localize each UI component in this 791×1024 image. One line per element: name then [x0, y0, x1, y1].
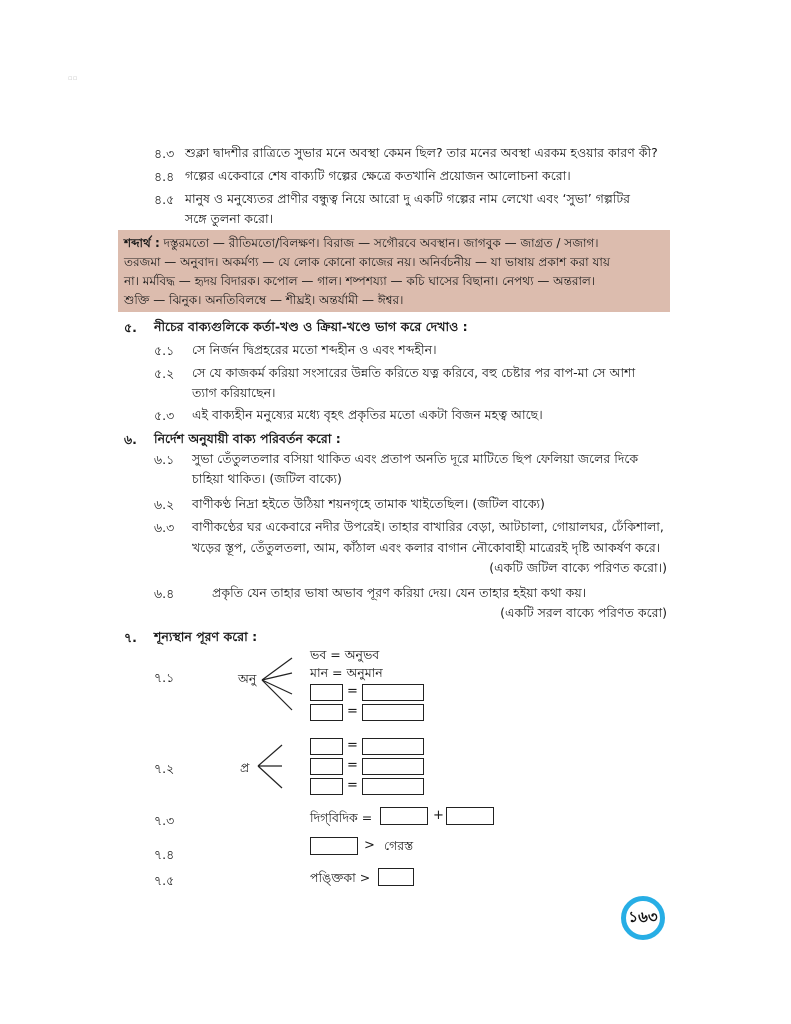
q4-3-number: ৪.৩ — [154, 146, 175, 161]
q6-2-text: বাণীকণ্ঠ নিদ্রা হইতে উঠিয়া শয়নগৃহে তামাক খাইতেছিল। (জটিল বাক্যে) — [192, 496, 545, 511]
q7-1-given-2: মান = অনুমান — [310, 665, 383, 680]
q7-1-prefix: অনু — [238, 671, 257, 686]
page-number: ১৬৩ — [628, 907, 658, 926]
q7-5-blank[interactable] — [378, 868, 414, 886]
q7-2-blank-1a[interactable] — [310, 738, 343, 755]
q7-title: শূন্যস্থান পূরণ করো : — [154, 629, 258, 644]
q7-2-blank-3b[interactable] — [362, 778, 424, 795]
q5-3-number: ৫.৩ — [154, 408, 175, 423]
q7-2-blank-3a[interactable] — [310, 778, 343, 795]
q6-1-text-cont: চাহিয়া থাকিত। (জটিল বাক্যে) — [192, 471, 342, 486]
q5-title: নীচের বাক্যগুলিকে কর্তা-খণ্ড ও ক্রিয়া-খণ্ডে ভাগ করে দেখাও : — [154, 319, 468, 334]
q6-3-text-cont: খড়ের স্তূপ, তেঁতুলতলা, আম, কাঁঠাল এবং কলার বাগান নৌকোবাহী মাত্রেরই দৃষ্টি আকর্ষণ করে। — [192, 540, 661, 555]
pra-branch-line-1 — [258, 745, 282, 766]
q7-4-number: ৭.৪ — [154, 847, 175, 862]
q5-2-text: সে যে কাজকর্ম করিয়া সংসারের উন্নতি করিতে যত্ন করিবে, বহু চেষ্টার পর বাপ-মা সে আশা — [192, 365, 636, 380]
q4-5-text: মানুষ ও মনুষ্যেতর প্রাণীর বন্ধুত্ব নিয়ে আরো দু একটি গল্পের নাম লেখো এবং ‘সুভা’ গল্পটির — [185, 191, 631, 206]
q7-1-eq-1: = — [347, 684, 358, 699]
q6-3-text: বাণীকণ্ঠের ঘর একেবারে নদীর উপরেই। তাহার বাখারির বেড়া, আটচালা, গোয়ালঘর, ঢেঁকিশালা, — [192, 519, 664, 534]
anu-branch-line-4 — [262, 680, 292, 710]
q6-title: নির্দেশ অনুযায়ী বাক্য পরিবর্তন করো : — [154, 431, 341, 446]
q4-4-number: ৪.৪ — [154, 169, 175, 184]
page-corner-mark: ▫▫ — [68, 74, 78, 82]
q6-2-number: ৬.২ — [154, 497, 175, 512]
q5-2-number: ৫.২ — [154, 366, 175, 381]
q6-3-note: (একটি জটিল বাক্যে পরিণত করো।) — [489, 560, 667, 575]
q5-1-number: ৫.১ — [154, 343, 175, 358]
q4-5-number: ৪.৫ — [154, 192, 175, 207]
q7-4-gt: > — [364, 838, 375, 853]
q4-5-text-cont: সঙ্গে তুলনা করো। — [185, 211, 274, 226]
q6-3-number: ৬.৩ — [154, 520, 175, 535]
q4-3-text: শুক্লা দ্বাদশীর রাত্রিতে সুভার মনে অবস্থা কেমন ছিল? তার মনের অবস্থা এরকম হওয়ার কারণ কী? — [185, 145, 658, 160]
q7-2-blank-1b[interactable] — [362, 738, 424, 755]
q6-1-text: সুভা তেঁতুলতলার বসিয়া থাকিত এবং প্রতাপ অনতি দূরে মাটিতে ছিপ ফেলিয়া জলের দিকে — [192, 451, 639, 466]
q7-2-eq-3: = — [347, 778, 358, 793]
q7-5-word: পঙ্ক্তিকা > — [310, 870, 371, 885]
q7-3-plus: + — [433, 808, 444, 823]
anu-branch-line-3 — [262, 680, 292, 694]
q7-2-number: ৭.২ — [154, 761, 175, 776]
q7-2-eq-2: = — [347, 758, 358, 773]
q6-4-number: ৬.৪ — [154, 586, 175, 601]
glossary-line-1-text: দস্তুরমতো — রীতিমতো/বিলক্ষণ। বিরাজ — সগৌরবে অবস্থান। জাগবুক — জাগ্রত / সজাগ। — [163, 236, 599, 250]
q5-number: ৫. — [124, 320, 137, 335]
q4-4-text: গল্পের একেবারে শেষ বাক্যটি গল্পের ক্ষেত্রে কতখানি প্রয়োজন আলোচনা করো। — [185, 168, 571, 183]
q7-1-blank-1b[interactable] — [362, 684, 424, 701]
q7-2-prefix: প্র — [240, 760, 250, 775]
pra-branch-line-3 — [258, 766, 282, 788]
q7-1-given-1: ভব = অনুভব — [310, 647, 380, 662]
q7-1-eq-2: = — [347, 704, 358, 719]
q7-1-blank-2a[interactable] — [310, 704, 343, 721]
q7-1-blank-2b[interactable] — [362, 704, 424, 721]
q7-3-word: দিগ্‌বিদিক = — [310, 810, 373, 825]
q7-1-number: ৭.১ — [154, 670, 175, 685]
glossary-label: শব্দার্থ : — [124, 236, 160, 250]
q7-number: ৭. — [124, 630, 137, 645]
q6-1-number: ৬.১ — [154, 452, 175, 467]
page-number-badge — [621, 896, 665, 940]
glossary-line-2: তরজমা — অনুবাদ। অকর্মণ্য — যে লোক কোনো কাজের নয়। অনির্বচনীয় — যা ভাষায় প্রকাশ করা যায় — [124, 255, 610, 269]
q6-4-note: (একটি সরল বাক্যে পরিণত করো) — [500, 605, 667, 620]
q5-3-text: এই বাক্যহীন মনুষ্যের মধ্যে বৃহৎ প্রকৃতির মতো একটা বিজন মহত্ব আছে। — [192, 407, 543, 422]
q7-3-blank-2[interactable] — [446, 807, 494, 825]
glossary-line-4: শুক্তি — ঝিনুক। অনতিবিলম্বে — শীঘ্রই। অন্তর্যামী — ঈশ্বর। — [124, 293, 404, 307]
q7-2-eq-1: = — [347, 738, 358, 753]
q7-4-word: গেরস্ত — [384, 838, 414, 853]
q5-1-text: সে নির্জন দ্বিপ্রহরের মতো শব্দহীন ও এবং শব্দহীন। — [192, 342, 437, 357]
q6-4-text: প্রকৃতি যেন তাহার ভাষা অভাব পূরণ করিয়া দেয়। যেন তাহার হইয়া কথা কয়। — [212, 585, 587, 600]
glossary-line-3: না। মর্মবিদ্ধ — হৃদয় বিদারক। কপোল — গাল। শষ্পশয্যা — কচি ঘাসের বিছানা। নেপথ্য — অন্তরাল। — [124, 274, 596, 288]
q7-2-blank-2a[interactable] — [310, 758, 343, 775]
q7-2-blank-2b[interactable] — [362, 758, 424, 775]
q5-2-text-cont: ত্যাগ করিয়াছেন। — [192, 385, 276, 400]
q7-1-blank-1a[interactable] — [310, 684, 343, 701]
q7-4-blank[interactable] — [310, 837, 358, 855]
q7-3-blank-1[interactable] — [380, 807, 428, 825]
q6-number: ৬. — [124, 432, 137, 447]
q7-5-number: ৭.৫ — [154, 873, 175, 888]
q7-3-number: ৭.৩ — [154, 813, 175, 828]
